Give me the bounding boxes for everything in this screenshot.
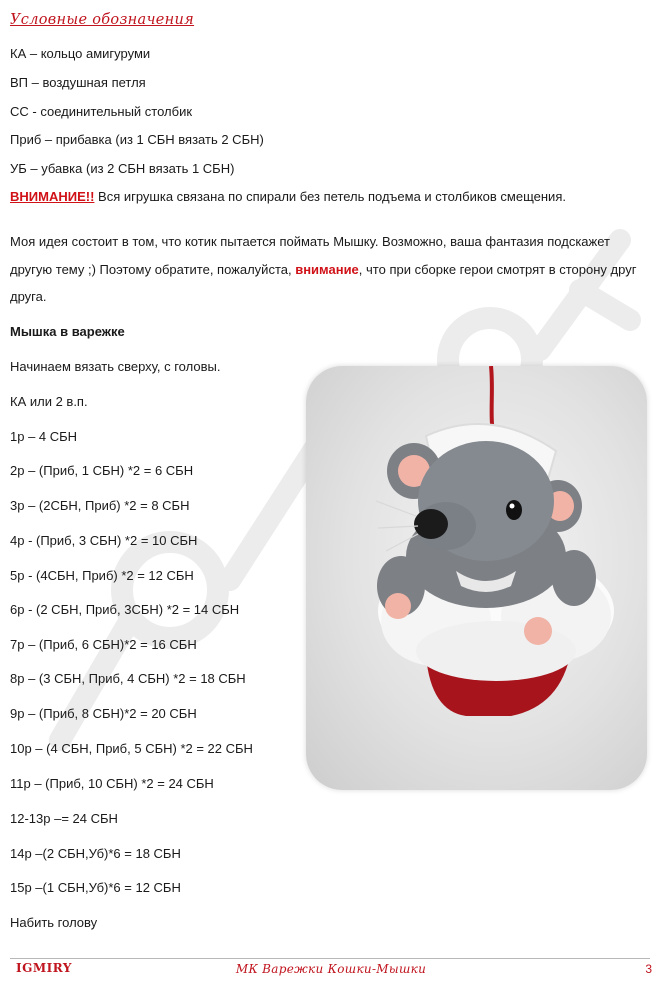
- legend-item: ВП – воздушная петля: [10, 75, 146, 90]
- pattern-row: 4р - (Приб, 3 СБН) *2 = 10 СБН: [10, 533, 198, 548]
- pattern-row: 9р – (Приб, 8 СБН)*2 = 20 СБН: [10, 706, 197, 721]
- pattern-row: 10р – (4 СБН, Приб, 5 СБН) *2 = 22 СБН: [10, 741, 253, 756]
- footer-logo: IGMIRY: [16, 961, 72, 975]
- legend-item: СС - соединительный столбик: [10, 104, 193, 119]
- footer-divider: [10, 958, 650, 959]
- pattern-row: 7р – (Приб, 6 СБН)*2 = 16 СБН: [10, 637, 197, 652]
- pattern-row: 5р - (4СБН, Приб) *2 = 12 СБН: [10, 568, 194, 583]
- section-title: Мышка в варежке: [10, 324, 125, 339]
- section-start: КА или 2 в.п.: [10, 394, 88, 409]
- warning-label: ВНИМАНИЕ!!: [10, 189, 95, 204]
- legend-item: Приб – прибавка (из 1 СБН вязать 2 СБН): [10, 132, 264, 147]
- pattern-row: 12-13р –= 24 СБН: [10, 811, 118, 826]
- pattern-row: 2р – (Приб, 1 СБН) *2 = 6 СБН: [10, 463, 194, 478]
- pattern-row: 3р – (2СБН, Приб) *2 = 8 СБН: [10, 498, 190, 513]
- page-number: 3: [645, 962, 652, 976]
- section-finish: Набить голову: [10, 915, 98, 930]
- pattern-row: 15р –(1 СБН,Уб)*6 = 12 СБН: [10, 880, 181, 895]
- pattern-row: 1р – 4 СБН: [10, 429, 78, 444]
- mouse-photo: [306, 366, 647, 790]
- footer-title: МК Варежки Кошки-Мышки: [235, 962, 427, 976]
- pattern-row: 8р – (3 СБН, Приб, 4 СБН) *2 = 18 СБН: [10, 671, 246, 686]
- section-intro: Начинаем вязать сверху, с головы.: [10, 359, 221, 374]
- pattern-row: 6р - (2 СБН, Приб, 3СБН) *2 = 14 СБН: [10, 602, 240, 617]
- idea-text: Моя идея состоит в том, что котик пытается поймать Мышку. Возможно, ваша фантазия подскажет другую тему ;) Поэтому обратите, пожалуйста,: [10, 234, 610, 277]
- idea-paragraph: [10, 228, 650, 311]
- idea-highlight: внимание: [295, 261, 359, 277]
- warning-line: [10, 188, 566, 205]
- pattern-row: 14р –(2 СБН,Уб)*6 = 18 СБН: [10, 846, 181, 861]
- legend-item: УБ – убавка (из 2 СБН вязать 1 СБН): [10, 161, 235, 176]
- warning-text: Вся игрушка связана по спирали без петель подъема и столбиков смещения.: [94, 189, 566, 204]
- legend-item: КА – кольцо амигуруми: [10, 46, 151, 61]
- mouse-illustration: [306, 366, 647, 790]
- legend-title: Условные обозначения: [10, 12, 195, 28]
- idea-text-end: , что при сборке герои смотрят в сторону друг друга.: [10, 261, 637, 304]
- pattern-row: 11р – (Приб, 10 СБН) *2 = 24 СБН: [10, 776, 214, 791]
